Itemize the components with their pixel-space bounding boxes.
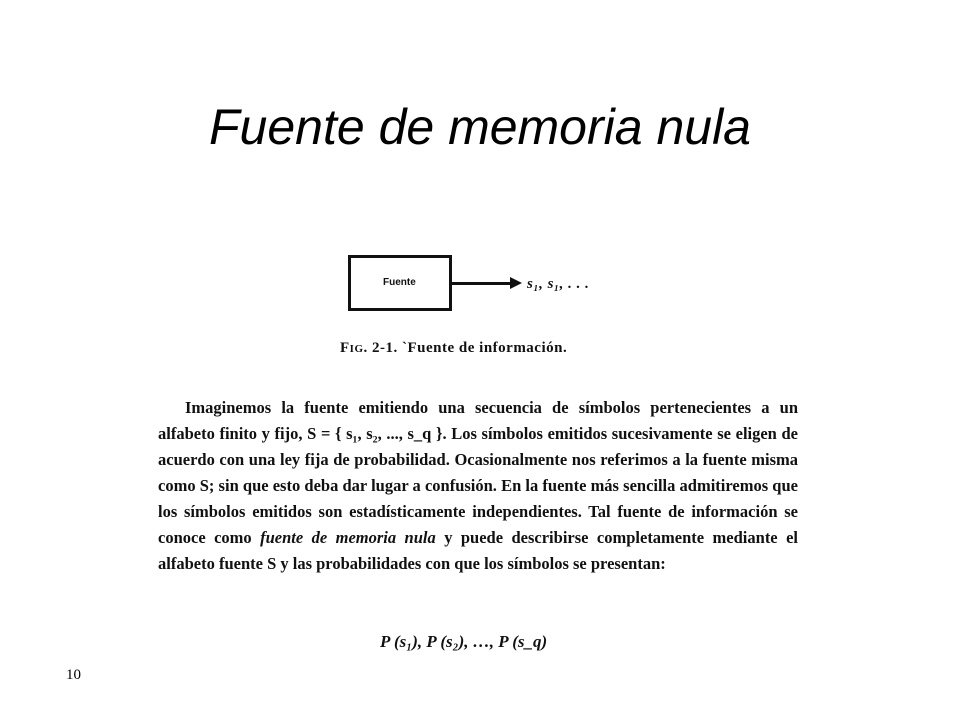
figure-caption [340, 340, 567, 357]
output-symbols-label: s₁, s₁, . . . [527, 276, 590, 292]
arrow-icon [510, 277, 522, 289]
probability-formula: P (s₁), P (s₂), …, P (s_q) [380, 632, 548, 651]
body-paragraph [158, 395, 798, 577]
figure-number: Fig. 2-1. [340, 340, 398, 356]
output-arrow-line [452, 282, 512, 285]
figure-caption-text: `Fuente de información. [402, 340, 568, 356]
scanned-page [150, 215, 810, 665]
paragraph-text-after: y puede describirse completamente mediante el alfabeto fuente S y las probabilidades con que los símbolos se presentan: [158, 528, 798, 573]
paragraph-emphasis: fuente de memoria nula [260, 528, 436, 547]
slide-title: Fuente de memoria nula [209, 99, 751, 155]
paragraph-text-before: Imaginemos la fuente emitiendo una secuencia de símbolos pertenecientes a un alfabeto finito y fijo, S = { s₁, s₂, ..., s_q }. Los símbolos emitidos sucesivamente se eligen de acuerdo con una ley fija de probabilidad. Ocasionalmente nos referimos a la fuente misma como S; sin que esto deba dar lugar a confusión. En la fuente más sencilla admitiremos que los símbolos emitidos son estadísticamente independientes. Tal fuente de información se conoce como [158, 398, 798, 547]
source-block-label: Fuente [383, 277, 416, 288]
slide-number: 10 [66, 667, 81, 683]
